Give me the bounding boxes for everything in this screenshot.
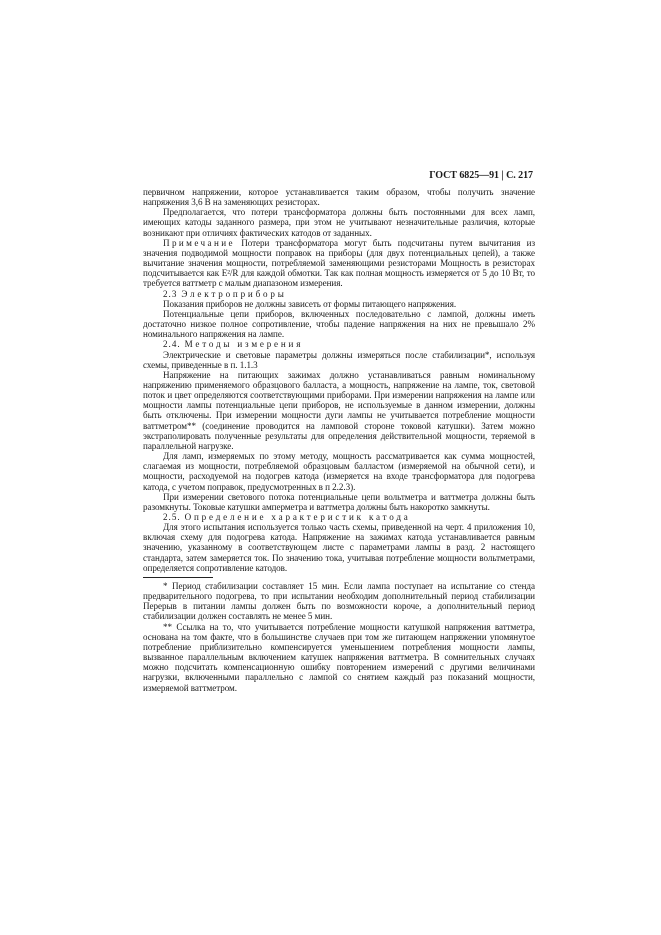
footnote-1: * Период стабилизации составляет 15 мин. Если лампа поступает на испытание со стенда предварительного подогрева, то при испытании необходим дополнительный период стабилизации Перерыв в питании лампы должен быть по возможности короче, а дополнительный период стабилизации должен составлять не менее 5 мин.	[143, 580, 535, 622]
footnote-divider	[143, 577, 213, 578]
section-number: 2.3	[163, 288, 178, 299]
page-number: С. 217	[506, 170, 533, 181]
section-title: Определение характеристик катода	[184, 512, 411, 522]
section-number: 2.4.	[163, 339, 181, 350]
paragraph-stabilization: Электрические и световые параметры должны измеряться после стабилизации*, используя схемы, приведенные в п. 1.1.3	[143, 349, 535, 370]
note-paragraph	[143, 238, 535, 289]
paragraph-transformer-losses: Предполагается, что потери трансформатора должны быть постоянными для всех ламп, имеющих катоды заданного размера, при этом не учитывают незначительные различия, которые возникают при отличиях фактических катодов от заданных.	[143, 207, 535, 238]
paragraph-supply-voltage: Напряжение на питающих зажимах должно устанавливаться равным номинальному напряжению применяемого образцового балласта, а мощность, напряжение на лампе, ток, световой поток и цвет определяются соответствующими приборами. При измерении напряжения на лампе или мощности лампы потенциальные цепи приборов, не используемые в данном измерении, должны быть отключены. При измерении мощности дуги лампы не учитывается потребление мощности ваттметром** (соединение проводится на ламповой стороне токовой катушки). Затем можно экстраполировать полученные результаты для определения действительной мощности, теряемой в параллельной нагрузке.	[143, 369, 535, 451]
paragraph-instrument-readings: Показания приборов не должны зависеть от формы питающего напряжения.	[163, 298, 457, 309]
paragraph-cathode-test: Для этого испытания используется только часть схемы, приведенной на черт. 4 приложения 10, включая схему для подогрева катода. Напряжение на зажимах катода устанавливается равным значению, указанному в соответствующем листе с параметрами лампы в разд. 2 настоящего стандарта, затем замеряется ток. По значению тока, учитывая потребление мощности вольтметрами, определяется сопротивление катодов.	[143, 522, 535, 573]
standard-id: ГОСТ 6825—91	[429, 170, 500, 181]
section-title: Методы измерения	[184, 339, 304, 350]
note-text: Потери трансформатора могут быть подсчитаны путем вычитания из значения подводимой мощности поправок на приборы (для двух потенциальных цепей), а также вычитание значения мощности, потребляемой заменяющими резисторами Мощность в резисторах подсчитывается как E²/R для каждой обмотки. Так как полная мощность измеряется от 5 до 10 Вт, то требуется ваттметр с малым диапазоном измерения.	[143, 237, 535, 289]
paragraph-luminous-flux: При измерении светового потока потенциальные цепи вольтметра и ваттметра должны быть разомкнуты. Токовые катушки амперметра и ваттметра должны быть накоротко замкнуты.	[143, 491, 535, 512]
section-heading-2-5	[143, 512, 535, 522]
page-header	[143, 170, 535, 182]
paragraph-potential-circuits: Потенциальные цепи приборов, включенных последовательно с лампой, должны иметь достаточно низкое полное сопротивление, чтобы падение напряжения на них не превышало 2% номинального напряжения на лампе.	[143, 308, 535, 340]
section-heading-2-4	[143, 339, 535, 349]
paragraph-power-sum: Для ламп, измеряемых по этому методу, мощность рассматривается как сумма мощностей, слагаемая из мощности, потребляемой образцовым балластом (измеряемой на обычной сети), и мощности, расходуемой на подогрев катода (измеряется на входе трансформатора для подогрева катода, с учетом поправок, предусмотренных в п 2.2.3).	[143, 451, 535, 492]
note-label: Примечание	[163, 237, 235, 248]
section-title: Электроприборы	[181, 288, 287, 299]
section-number: 2.5.	[163, 512, 181, 522]
paragraph-continuation: первичном напряжении, которое устанавливается таким образом, чтобы получить значение напряжения 3,6 В на заменяющих резисторах.	[143, 187, 535, 208]
section-heading-2-3	[143, 289, 535, 299]
header-separator: |	[501, 170, 507, 181]
footnote-2: ** Ссылка на то, что учитывается потребление мощности катушкой напряжения ваттметра, основана на том факте, что в большинстве случаев при том же питающем напряжении упомянутое потребление приблизительно компенсируется уменьшением потребления мощности лампы, вызванное параллельным включением катушек напряжения ваттметра. В сомнительных случаях можно подсчитать компенсационную ошибку повторением измерений с другими величинами нагрузки, включенными параллельно с лампой со снятием каждый раз показаний мощности, измеряемой ваттметром.	[143, 621, 535, 693]
document-page	[143, 170, 535, 693]
